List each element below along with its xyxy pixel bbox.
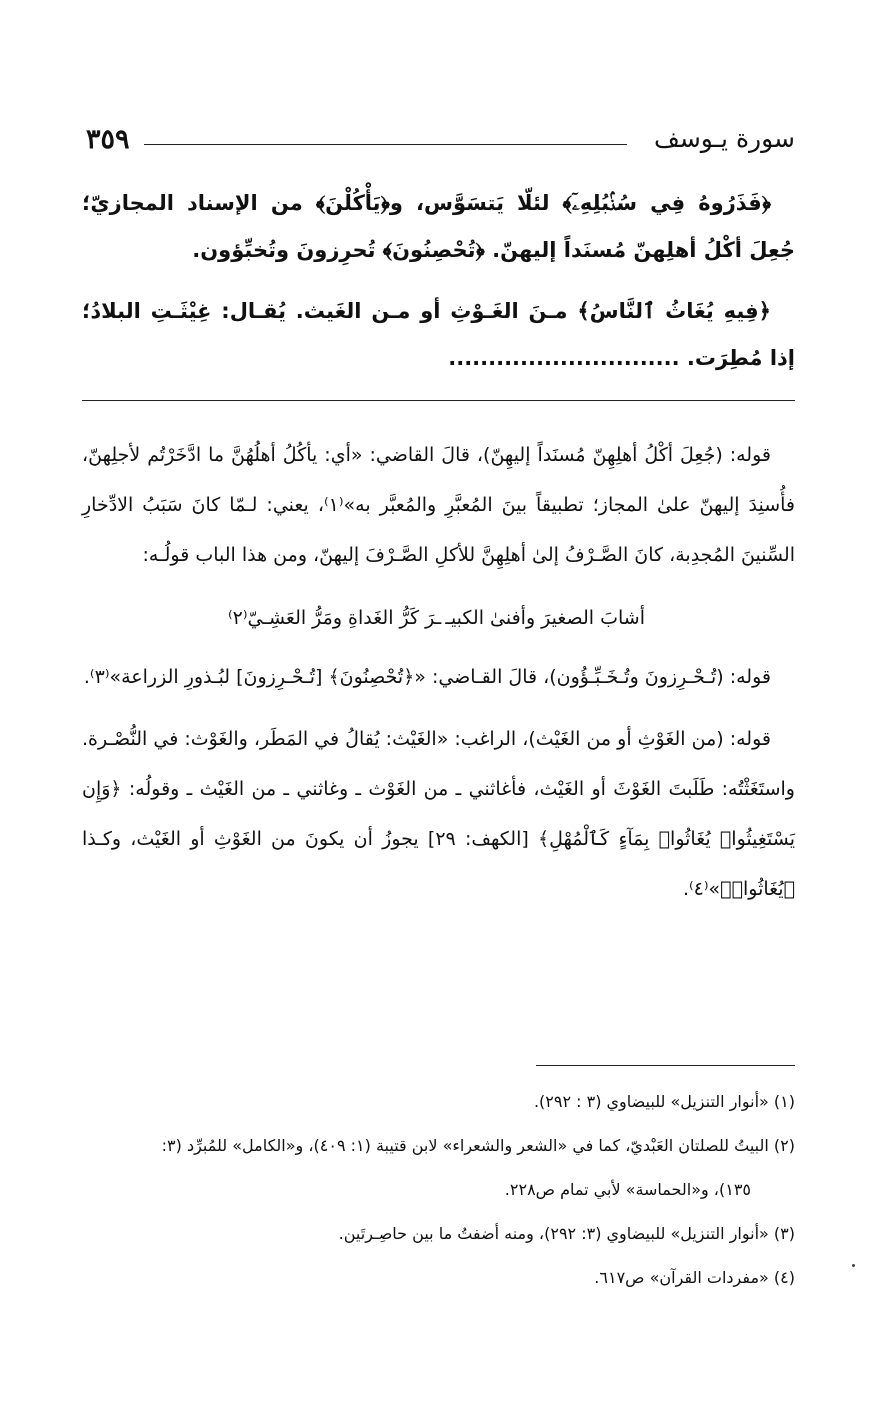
page-speck xyxy=(852,1264,855,1267)
commentary-paragraph-3: قوله: (من الغَوْثِ أو من الغَيْث)، الراغب: «الغَيْث: يُقالُ في المَطَر، والغَوْث: في النُّصْـرة. واستَغَثْتُه: طَلَبتَ الغَوْثَ أو الغَيْث، فأغاثني ـ من الغَوْث ـ وغاثني ـ من الغَيْث ـ وقولُه: ﴿وَإِن يَسْتَغِيثُوا۟ يُغَاثُوا۟ بِمَآءٍ كَٱلْمُهْلِ﴾ [الكهف: ٢٩] يجوزُ أن يكونَ من الغَوْثِ أو الغَيْث، وكـذا ﴿يُغَاثُوا۟﴾»⁽٤⁾. xyxy=(82,728,795,900)
poetry-verse xyxy=(82,592,795,644)
main-tafsir-text xyxy=(82,180,795,396)
footnote-rule xyxy=(536,1065,795,1066)
surah-title: سورة يـوسف xyxy=(653,124,795,153)
footnote-4: (٤) «مفردات القرآن» ص٦١٧. xyxy=(594,1268,795,1287)
commentary-paragraph-1: قوله: (جُعِلَ أكْلُ أهلِهِنّ مُسنَداً إليهِنّ)، قالَ القاضي: «أي: يأكُلُ أهلُهُنَّ ما ادَّخَرْتُم لأجلِهنّ، فأُسنِدَ إليهنّ علىٰ المجاز؛ تطبيقاً بينَ المُعبَّرِ والمُعبَّر به»⁽١⁾، يعني: لـمّا كانَ سَبَبُ الادِّخارِ السِّنينَ المُجدِبة، كانَ الصَّـرْفُ إلىٰ أهلِهِنَّ للأكلِ الصَّـرْفَ إليهنّ، ومن هذا الباب قولُـه: xyxy=(82,444,795,566)
footnote-2-continuation: ١٣٥)، و«الحماسة» لأبي تمام ص٢٢٨. xyxy=(504,1180,751,1199)
main-paragraph-2 xyxy=(82,288,795,382)
main-paragraph-2-text: ﴿فِيهِ يُغَاثُ ٱلنَّاسُ﴾ مـنَ الغَـوْثِ أو مـن الغَيث. يُقـال: غِيْثَـتِ البلادُ؛ إذا مُطِرَت. xyxy=(82,299,795,370)
continuation-dots: ............................. xyxy=(448,346,680,370)
main-paragraph-1: ﴿فَذَرُوهُ فِي سُنۢبُلِهِۦٓ﴾ لئلّا يَتسَوَّس، و﴿يَأْكُلْنَ﴾ من الإسناد المجازيّ؛ جُعِلَ أكْلُ أهلِهنّ مُسنَداً إليهنّ. ﴿تُحْصِنُونَ﴾ تُحرِزونَ وتُخبِّؤون. xyxy=(82,191,795,262)
commentary-section xyxy=(82,430,795,926)
section-divider xyxy=(82,400,795,401)
verse-second-hemistich: ـرَ كَرُّ الغَداةِ ومَرُّ العَشِـيّ⁽٢⁾ xyxy=(228,607,442,629)
footnotes xyxy=(82,1082,795,1302)
header-rule xyxy=(144,144,627,145)
page-number: ٣٥٩ xyxy=(86,124,130,155)
footnote-3: (٣) «أنوار التنزيل» للبيضاوي (٣: ٢٩٢)، ومنه أضفتُ ما بين حاصِـرتَين. xyxy=(338,1224,795,1243)
verse-first-hemistich: أشابَ الصغيرَ وأفنىٰ الكبيـ xyxy=(445,607,645,629)
footnote-1: (١) «أنوار التنزيل» للبيضاوي (٣ : ٢٩٢). xyxy=(533,1092,795,1111)
running-header xyxy=(86,124,795,164)
footnote-2: (٢) البيتُ للصلتان العَبْديّ، كما في «الشعر والشعراء» لابن قتيبة (١: ٤٠٩)، و«الكامل» للمُبرِّد (٣: xyxy=(161,1136,795,1155)
commentary-paragraph-2: قوله: (تُـحْـرِزونَ وتُـخَـبِّـؤُون)، قالَ القـاضي: «﴿تُحْصِنُونَ﴾ [تُـحْـرِزونَ] لبُـذورِ الزراعة»⁽٣⁾. xyxy=(83,666,771,688)
